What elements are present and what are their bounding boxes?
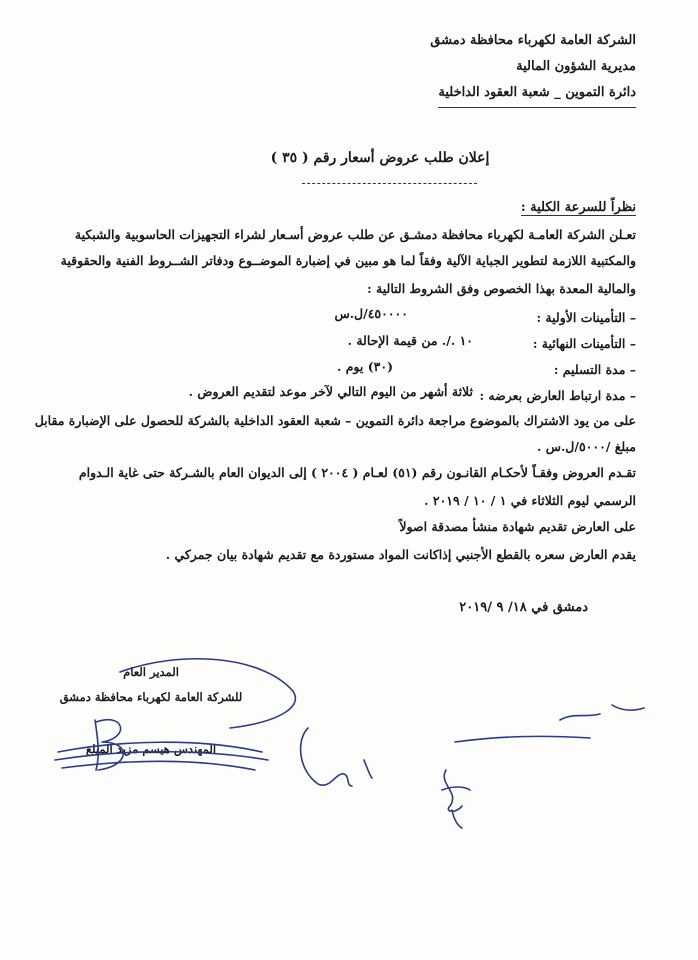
intro-line-2: والمكتبية اللازمة لتطوير الجباية الآلية وفقاً لما هو مبين في إضبارة الموضــوع ودفاتر الشــروط الفنية والحقوقية: [60, 253, 636, 268]
signatory-role: المدير العام: [123, 665, 179, 679]
paragraph-line: على العارض تقديم شهادة منشأ مصدقة اصولاً: [399, 519, 636, 534]
signature-stroke: [560, 705, 644, 720]
urgency-heading: نظراً للسرعة الكلية :: [520, 200, 636, 215]
directorate-name: مديرية الشؤون المالية: [516, 59, 636, 74]
signature-mark: [442, 770, 470, 828]
condition-value: ثلاثة أشهر من اليوم التالي لآخر موعد لتقديم العروض .: [188, 384, 473, 399]
paragraph-line: على من يود الاشتراك بالموضوع مراجعة دائرة التموين – شعبة العقود الداخلية بالشركة للحصول على الإضبارة مقابل: [34, 413, 636, 428]
signature-mark: [301, 728, 372, 786]
paragraph-line: مبلغ /٥٠٠٠/ل.س .: [536, 439, 636, 454]
signatory-name: المهندس هيسم مزيد الميلع: [85, 742, 217, 756]
document-date: دمشق في ١٨/ ٩ /٢٠١٩: [459, 600, 588, 615]
paragraph-line: تقـدم العروض وفقـاً لأحكـام القانـون رقم (٥١) لعـام ( ٢٠٠٤ ) إلى الديوان العام بالشـركة حتى غاية الـدوام: [78, 465, 636, 480]
signature-stroke: [455, 736, 590, 742]
company-name: الشركة العامة لكهرباء محافظة دمشق: [430, 33, 636, 48]
condition-value: ٤٥٠٠٠٠/ل.س: [334, 306, 408, 321]
signature-stroke: [55, 752, 268, 760]
paragraph-line: يقدم العارض سعره بالقطع الأجنبي إذاكانت المواد مستوردة مع تقديم شهادة بيان جمركي .: [165, 547, 636, 562]
title-separator: -----------------------------------: [301, 176, 479, 190]
condition-label: – مدة ارتباط العارض بعرضه :: [479, 388, 636, 403]
condition-value: (٣٠) يوم .: [336, 359, 393, 374]
paragraph-line: الرسمي ليوم الثلاثاء في ١ / ١٠ / ٢٠١٩ .: [424, 493, 636, 508]
signature-stroke: [58, 742, 262, 752]
signature-stroke: [62, 761, 255, 770]
condition-label: – مدة التسليم :: [553, 362, 636, 377]
condition-label: – التأمينات النهائية :: [532, 336, 636, 351]
condition-label: – التأمينات الأولية :: [536, 310, 636, 325]
signatory-org: للشركة العامة لكهرباء محافظة دمشق: [59, 690, 243, 704]
condition-value: ١٠ ./. من قيمة الإحالة .: [347, 333, 473, 348]
signature-flourish: [120, 659, 295, 728]
intro-line-3: والمالية المعدة بهذا الخصوص وفق الشروط التالية :: [367, 281, 636, 296]
intro-line-1: تعـلن الشركة العامـة لكهرباء محافظة دمشـق عن طلب عروض أسـعار لشراء التجهيزات الحاسوبية والشبكية: [74, 227, 636, 242]
announcement-title: إعلان طلب عروض أسعار رقم ( ٣٥ ): [270, 150, 490, 166]
department-name: دائرة التموين _ شعبة العقود الداخلية: [438, 80, 636, 108]
